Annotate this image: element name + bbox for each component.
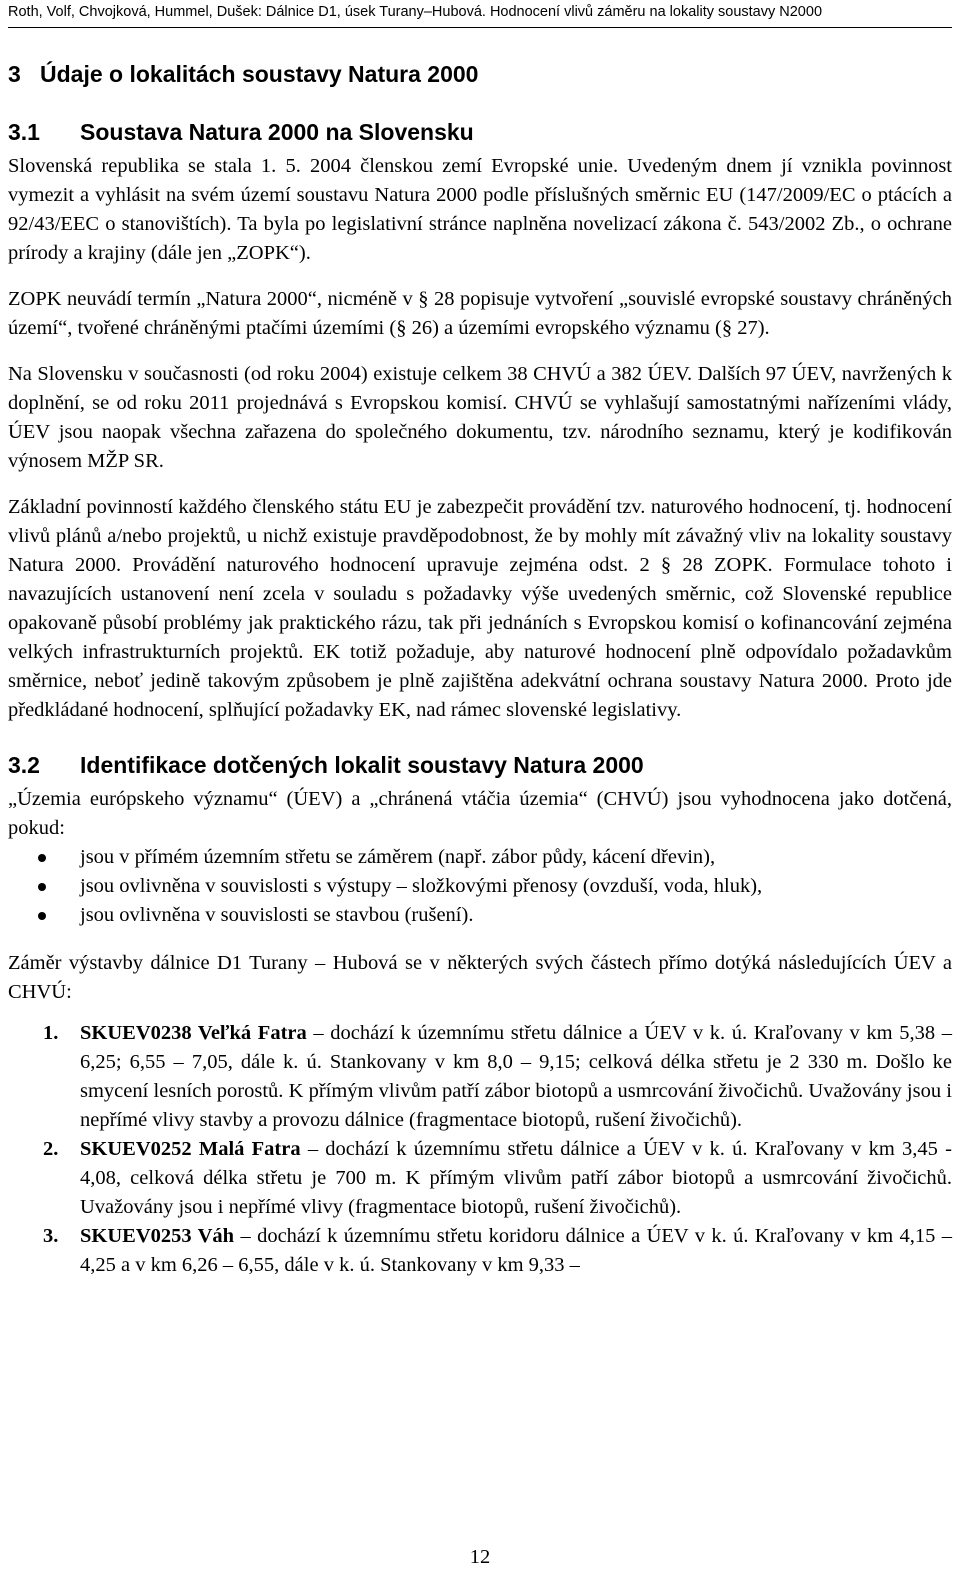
paragraph: Slovenská republika se stala 1. 5. 2004 členskou zemí Evropské unie. Uvedeným dnem jí vznikla povinnost vymezit a vyhlásit na svém území soustavu Natura 2000 podle příslušných směrnic EU (147/2009/EC o ptácích a 92/43/EEC o stanovištích). Ta byla po legislativní stránce naplněna novelizací zákona č. 543/2002 Zb., o ochrane prírody a krajiny (dále jen „ZOPK“). [8,155,952,264]
section-3-1-heading [8,118,952,146]
affected-sites-list [8,1019,952,1280]
list-item [8,872,952,901]
section-3-heading [8,60,952,88]
section-number: 3.1 [8,119,40,145]
paragraph: Záměr výstavby dálnice D1 Turany – Hubová se v některých svých částech přímo dotýká následujících ÚEV a CHVÚ: [8,952,952,1003]
section-title: Údaje o lokalitách soustavy Natura 2000 [40,61,479,87]
section-title: Soustava Natura 2000 na Slovensku [80,119,474,145]
site-description: – dochází k územnímu střetu koridoru dálnice a ÚEV v k. ú. Kraľovany v km 4,15 – 4,25 a v km 6,26 – 6,55, dále v k. ú. Stankovany v km 9,33 – [80,1225,953,1276]
bullet-icon [38,883,46,891]
site-description: – dochází k územnímu střetu dálnice a ÚEV v k. ú. Kraľovany v km 5,38 – 6,25; 6,55 – 7,05, dále k. ú. Stankovany v km 8,0 – 9,15; celková délka střetu je 2 330 m. Došlo ke smycení lesních porostů. K přímým vlivům patří zábor biotopů a usmrcování živočichů. Uvažovány jsou i nepřímé vlivy stavby a provozu dálnice (fragmentace biotopů, rušení živočichů). [80,1022,952,1131]
list-number: 1. [43,1022,59,1044]
paragraph: „Územia európskeho významu“ (ÚEV) a „chránená vtáčia územia“ (CHVÚ) jsou vyhodnocena jako dotčená, pokud: [8,788,952,839]
list-item-text: jsou ovlivněna v souvislosti s výstupy – složkovými přenosy (ovzduší, voda, hluk), [80,875,763,897]
list-item-text: jsou ovlivněna v souvislosti se stavbou (rušení). [80,904,474,926]
list-item [8,1019,952,1135]
list-number: 3. [43,1225,59,1247]
list-item-text: jsou v přímém územním střetu se záměrem (např. zábor půdy, kácení dřevin), [80,846,716,868]
site-name: SKUEV0253 Váh [80,1225,235,1247]
list-item [8,901,952,930]
site-name: SKUEV0238 Veľká Fatra [80,1022,307,1044]
list-item [8,1222,952,1280]
site-name: SKUEV0252 Malá Fatra [80,1138,301,1160]
section-title: Identifikace dotčených lokalit soustavy Natura 2000 [80,752,644,778]
bullet-icon [38,854,46,862]
section-3-2-heading [8,751,952,779]
running-header: Roth, Volf, Chvojková, Hummel, Dušek: Dálnice D1, úsek Turany–Hubová. Hodnocení vlivů záměru na lokality soustavy N2000 [8,0,952,28]
criteria-list [8,843,952,930]
list-item [8,843,952,872]
section-number: 3 [8,61,21,87]
section-number: 3.2 [8,752,40,778]
paragraph: Základní povinností každého členského státu EU je zabezpečit provádění tzv. naturového hodnocení, tj. hodnocení vlivů plánů a/nebo projektů, u nichž existuje pravděpodobnost, že by mohly mít závažný vliv na lokality soustavy Natura 2000. Provádění naturového hodnocení upravuje zejména odst. 2 § 28 ZOPK. Formulace tohoto i navazujících ustanovení není zcela v souladu s požadavky výše uvedených směrnic, což Slovenské republice opakovaně působí problémy jak praktického rázu, tak při jednáních s Evropskou komisí o kofinancování zejména velkých infrastrukturních projektů. EK totiž požaduje, aby naturové hodnocení plně odpovídalo požadavkům směrnice, neboť jedině takovým způsobem je plně zajištěna adekvátní ochrana soustavy Natura 2000. Proto jde předkládané hodnocení, splňující požadavky EK, nad rámec slovenské legislativy. [8,496,952,721]
paragraph: Na Slovensku v současnosti (od roku 2004) existuje celkem 38 CHVÚ a 382 ÚEV. Dalších 97 ÚEV, navržených k doplnění, se od roku 2011 projednává s Evropskou komisí. CHVÚ se vyhlašují samostatnými nařízeními vlády, ÚEV jsou naopak všechna zařazena do společného dokumentu, tzv. národního seznamu, který je kodifikován výnosem MŽP SR. [8,363,952,472]
list-item [8,1135,952,1222]
page-number: 12 [469,1546,491,1568]
site-description: – dochází k územnímu střetu dálnice a ÚEV v k. ú. Kraľovany v km 3,45 - 4,08, celková délka střetu je 700 m. K přímým vlivům patří zábor biotopů a usmrcování živočichů. Uvažovány jsou i nepřímé vlivy (fragmentace biotopů, rušení živočichů). [80,1138,952,1218]
paragraph: ZOPK neuvádí termín „Natura 2000“, nicméně v § 28 popisuje vytvoření „souvislé evropské soustavy chráněných území“, tvořené chráněnými ptačími územími (§ 26) a územími evropského významu (§ 27). [8,288,952,339]
bullet-icon [38,912,46,920]
list-number: 2. [43,1138,59,1160]
